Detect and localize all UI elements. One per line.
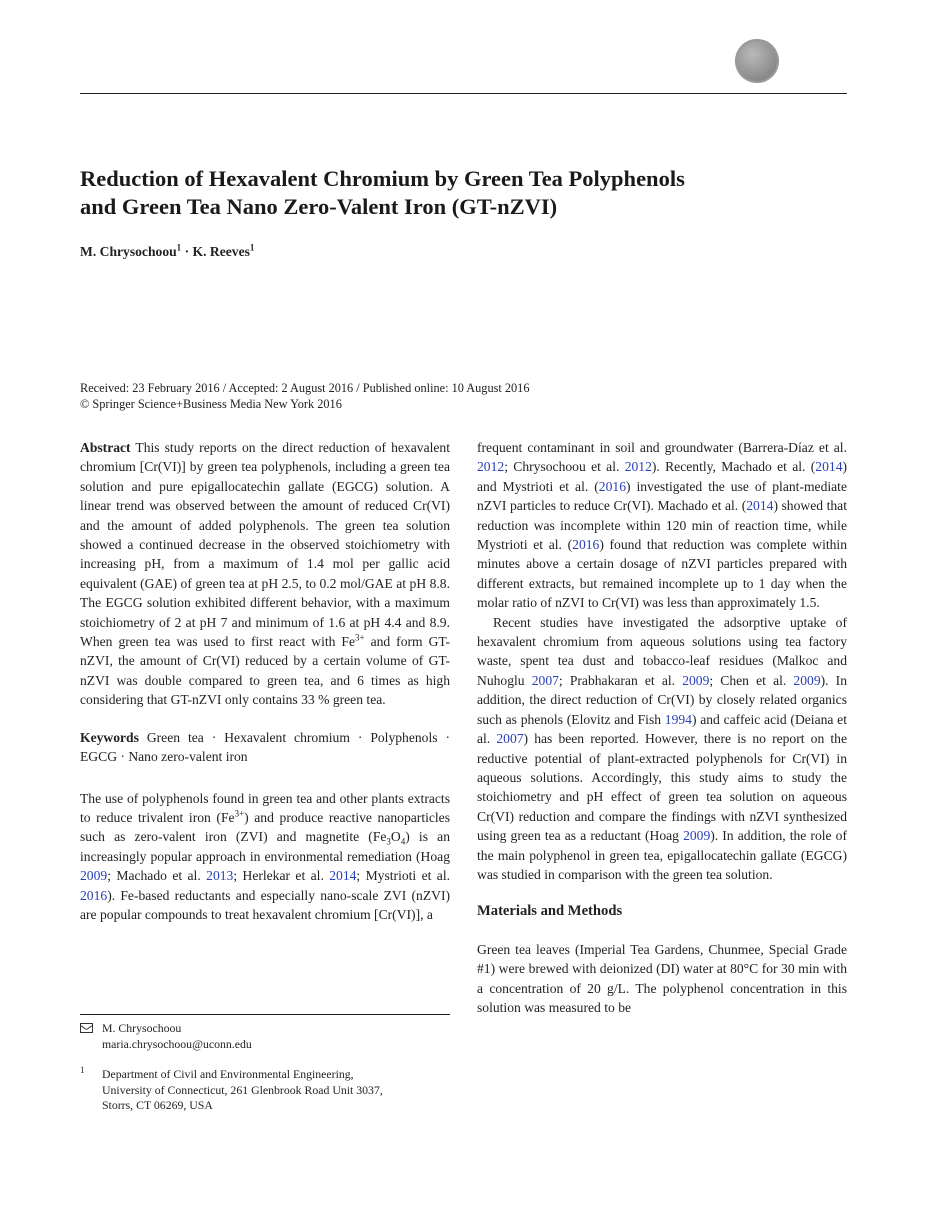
citation-link[interactable]: 1994 <box>664 711 692 727</box>
text-run: ). Fe-based reductants and especially nano-scale ZVI (nZVI) are popular compounds to treat hexavalent chromium [Cr(VI)], a <box>80 887 450 922</box>
keywords <box>80 728 450 767</box>
keywords-text: Green tea · Hexavalent chromium · Polyphenols · EGCG · Nano zero-valent iron <box>80 729 450 765</box>
citation-link[interactable]: 2016 <box>598 478 626 494</box>
text-run: The use of polyphenols found in green tea and other plants extracts to reduce trivalent iron (Fe <box>80 790 450 825</box>
abstract-label: Abstract <box>80 440 131 455</box>
affiliation-line-1: Department of Civil and Environmental Engineering, <box>102 1067 354 1081</box>
citation-link[interactable]: 2007 <box>496 731 524 747</box>
text-run: ; Chen et al. <box>709 672 794 688</box>
author-1[interactable]: M. Chrysochoou <box>80 244 177 259</box>
abstract <box>80 438 450 710</box>
corresponding-author <box>80 1021 252 1052</box>
text-run: ; Chrysochoou et al. <box>504 459 625 475</box>
affiliation-line-3: Storrs, CT 06269, USA <box>102 1098 213 1112</box>
keywords-label: Keywords <box>80 729 139 745</box>
text-run: ). Recently, Machado et al. ( <box>651 459 816 475</box>
methods-paragraph: Green tea leaves (Imperial Tea Gardens, Chunmee, Special Grade #1) were brewed with deionized (DI) water at 80°C for 30 min with a concentration of 20 g/L. The polyphenol concentration in this solution was measured to be <box>477 941 847 1015</box>
authors <box>80 244 254 260</box>
citation-link[interactable]: 2016 <box>572 537 600 553</box>
citation-link[interactable]: 2012 <box>477 459 505 475</box>
citation-link[interactable]: 2013 <box>206 868 234 884</box>
dates-line: Received: 23 February 2016 / Accepted: 2 August 2016 / Published online: 10 August 2016 <box>80 381 530 395</box>
intro-paragraph-1 <box>80 789 450 925</box>
author-separator: · <box>181 244 193 259</box>
publication-dates <box>80 380 529 412</box>
abstract-superscript: 3+ <box>355 632 365 643</box>
citation-link[interactable]: 2009 <box>682 672 710 688</box>
citation-link[interactable]: 2014 <box>329 868 357 884</box>
text-run: ) found that reduction was complete within minutes above a certain dosage of nZVI particles prepared with different extracts, but remained incomplete up to 1 day when the molar ratio of nZVI to Cr(VI) was less than approximately 1.5. <box>477 537 847 611</box>
footnote-rule <box>80 1014 450 1015</box>
citation-link[interactable]: 2009 <box>793 672 821 688</box>
abstract-text-b: and form GT-nZVI, the amount of Cr(VI) reduced by a certain volume of GT-nZVI was double compared to green tea, and 6 times as high considering that GT-nZVI only contains 33 % green tea. <box>80 634 450 708</box>
citation-link[interactable]: 2009 <box>683 828 711 844</box>
copyright-line: © Springer Science+Business Media New York 2016 <box>80 397 342 411</box>
text-run: ) showed that reduction was incomplete within 120 min of reaction time, while Mystrioti et al. ( <box>477 498 847 553</box>
author-1-affiliation: 1 <box>176 242 182 253</box>
text-run: ) has been reported. However, there is no report on the reductive potential of plant-extracted polyphenols for Cr(VI) in aqueous solutions. Accordingly, this study aims to study the stoichiometry and pH effect of green tea solution on aqueous Cr(VI) reduction and compare the findings with nZVI synthesized using green tea as a reductant (Hoag <box>477 731 847 844</box>
citation-link[interactable]: 2014 <box>815 459 843 475</box>
title-line-2: and Green Tea Nano Zero-Valent Iron (GT-nZVI) <box>80 194 558 219</box>
crossmark-icon[interactable] <box>735 39 779 83</box>
article-title <box>80 165 847 221</box>
citation-link[interactable]: 2016 <box>80 887 108 903</box>
citation-link[interactable]: 2007 <box>531 672 559 688</box>
author-2[interactable]: K. Reeves <box>192 244 250 259</box>
text-run: frequent contaminant in soil and groundwater (Barrera-Díaz et al. <box>477 440 847 455</box>
text-run: ). In addition, the role of the main polyphenol in green tea, epigallocatechin gallate (EGCG) was studied in comparison with the green tea solution. <box>477 828 847 882</box>
text-run: ). In addition, the direct reduction of Cr(VI) by closely related organics such as phenols (Elovitz and Fish <box>477 672 847 727</box>
subscript: 4 <box>400 837 406 848</box>
abstract-text-a: This study reports on the direct reduction of hexavalent chromium [Cr(VI)] by green tea polyphenols, including a green tea solution and pure epigallocatechin gallate (EGCG) solution. A linear trend was observed between the amount of reduced Cr(VI) and the amount of added polyphenols. The green tea solution showed a continued decrease in the observed stoichiometry with increasing pH, from a maximum of 1.4 mol per gallic acid equivalent (GAE) of green tea at pH 2.5, to 0.2 mol/GAE at pH 8.8. The EGCG solution exhibited different behavior, with a maximum stoichiometry of 2 at pH 7 and minimum of 1.6 at pH 4.4 and 8.9. When green tea was used to first react with Fe <box>80 440 450 650</box>
intro-paragraph-3 <box>477 613 847 885</box>
affiliation <box>80 1067 383 1114</box>
text-run: ) investigated the use of plant-mediate nZVI particles to reduce Cr(VI). Machado et al. ( <box>477 478 847 514</box>
corresponding-name: M. Chrysochoou <box>102 1021 182 1035</box>
affiliation-line-2: University of Connecticut, 261 Glenbrook Road Unit 3037, <box>102 1082 383 1097</box>
text-run: O <box>390 829 401 845</box>
text-run: ) and caffeic acid (Deiana et al. <box>477 711 847 747</box>
affiliation-mark: 1 <box>80 1065 85 1076</box>
citation-link[interactable]: 2012 <box>624 459 652 475</box>
section-heading: Materials and Methods <box>477 903 623 920</box>
subscript: 3 <box>386 837 391 848</box>
text-run: ) and produce reactive nanoparticles such as zero-valent iron (ZVI) and magnetite (Fe <box>80 809 451 845</box>
superscript: 3+ <box>234 808 245 819</box>
text-run: ; Herlekar et al. <box>233 868 330 884</box>
right-column <box>477 438 847 1017</box>
text-run: ; Prabhakaran et al. <box>558 672 683 688</box>
title-line-1: Reduction of Hexavalent Chromium by Green Tea Polyphenols <box>80 166 685 191</box>
text-run: ) is an increasingly popular approach in environmental remediation (Hoag <box>80 829 450 864</box>
text-run: Recent studies have investigated the adsorptive uptake of hexavalent chromium from aqueous solutions using tea factory waste, spent tea dust and tobacco-leaf residues (Malkoc and Nuhoglu <box>477 614 847 688</box>
text-run: ) and Mystrioti et al. ( <box>477 459 848 494</box>
author-2-affiliation: 1 <box>249 242 255 253</box>
citation-link[interactable]: 2014 <box>746 498 774 514</box>
envelope-icon[interactable] <box>80 1023 93 1033</box>
header-rule <box>80 93 847 94</box>
text-run: ; Mystrioti et al. <box>356 868 450 884</box>
corresponding-email[interactable]: maria.chrysochoou@uconn.edu <box>102 1036 252 1051</box>
intro-paragraph-2 <box>477 438 847 613</box>
text-run: ; Machado et al. <box>107 868 207 884</box>
left-column <box>80 438 450 924</box>
citation-link[interactable]: 2009 <box>80 868 108 884</box>
